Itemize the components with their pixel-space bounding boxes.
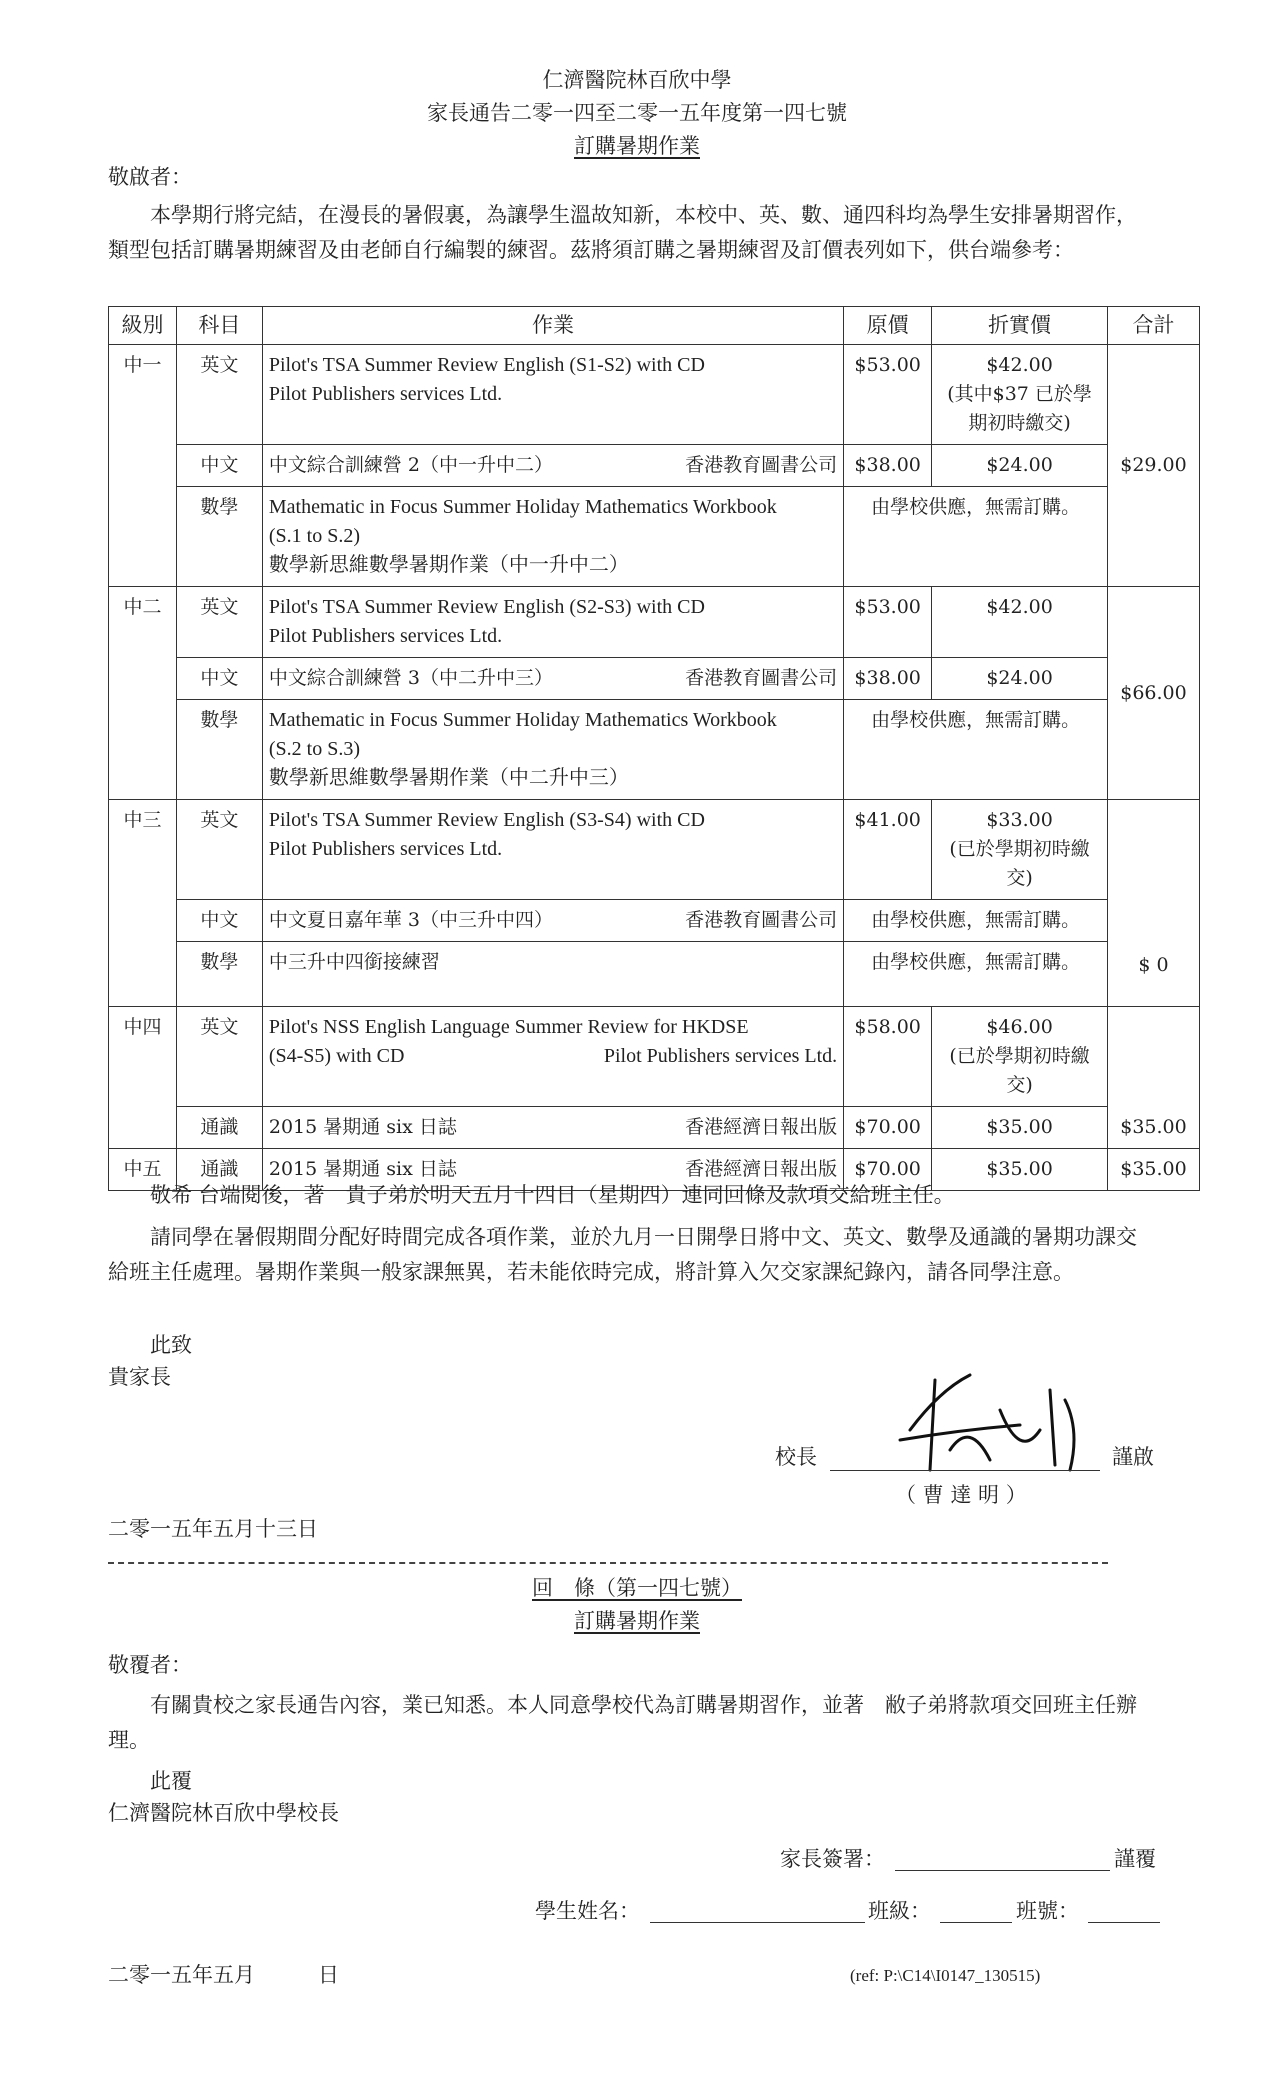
- order-table: [108, 306, 1200, 1191]
- grade-cell: 中二: [109, 587, 177, 800]
- closing-line-1: 此致: [150, 1333, 192, 1357]
- discount-price-cell: $24.00: [932, 658, 1108, 700]
- discount-price-cell: [932, 345, 1108, 445]
- grade-cell: 中五: [109, 1149, 177, 1191]
- notice-number: 家長通告二零一四至二零一五年度第一四七號: [427, 101, 847, 125]
- reply-slip-title: 回 條（第一四七號）: [532, 1576, 742, 1600]
- total-cell: $66.00: [1107, 587, 1199, 800]
- parent-sign-suffix: 謹覆: [1114, 1847, 1156, 1871]
- notice-title: 訂購暑期作業: [574, 134, 700, 158]
- subject-cell: 通識: [176, 1107, 262, 1149]
- class-field[interactable]: [940, 1922, 1012, 1923]
- class-no-label: 班號：: [1016, 1899, 1079, 1923]
- reply-body: 有關貴校之家長通告內容，業已知悉。本人同意學校代為訂購暑期習作，並著 敝子弟將款項交回班主任辦理。: [108, 1693, 1137, 1752]
- item-publisher: 香港經濟日報出版: [685, 1158, 838, 1180]
- item-title: Pilot's TSA Summer Review English (S3-S4) with CD: [268, 809, 705, 831]
- parent-sign-label: 家長簽署：: [780, 1847, 885, 1871]
- header-discount-price: 折實價: [932, 307, 1108, 345]
- table-row: [109, 900, 1200, 942]
- principal-signature-line: [830, 1470, 1100, 1471]
- item-publisher: Pilot Publishers services Ltd.: [268, 838, 503, 860]
- item-title-line-2: [269, 1042, 837, 1071]
- original-price-cell: $70.00: [844, 1149, 932, 1191]
- reply-closing-1: 此覆: [150, 1769, 192, 1793]
- subject-cell: 中文: [176, 900, 262, 942]
- original-price-cell: $41.00: [844, 800, 932, 900]
- principal-label: 校長: [775, 1445, 817, 1469]
- discount-price-cell: [932, 800, 1108, 900]
- item-cell: [262, 445, 843, 487]
- reference-code: (ref: P:\C14\I0147_130515): [850, 1966, 1041, 1985]
- reply-slip-subtitle: 訂購暑期作業: [574, 1609, 700, 1633]
- item-title: 中文綜合訓練營 2（中一升中二）: [268, 454, 553, 476]
- intro-paragraph: 本學期行將完結，在漫長的暑假裏，為讓學生溫故知新，本校中、英、數、通四科均為學生安排暑期習作，類型包括訂購暑期練習及由老師自行編製的練習。茲將須訂購之暑期練習及訂價表列如下，供台端參考：: [108, 203, 1137, 262]
- supply-note-cell: 由學校供應，無需訂購。: [844, 900, 1108, 942]
- tear-line: [108, 1562, 1108, 1564]
- item-publisher: Pilot Publishers services Ltd.: [603, 1045, 838, 1067]
- header-grade: 級別: [109, 307, 177, 345]
- item-cell: [262, 1107, 843, 1149]
- principal-signature-image: [880, 1370, 1120, 1480]
- item-publisher: 香港經濟日報出版: [685, 1116, 838, 1138]
- principal-name: （ 曹 達 明 ）: [895, 1483, 1027, 1507]
- table-row: [109, 1107, 1200, 1149]
- class-label: 班級：: [868, 1899, 931, 1923]
- subject-cell: 中文: [176, 445, 262, 487]
- reply-closing-2: 仁濟醫院林百欣中學校長: [108, 1801, 339, 1825]
- total-cell: $29.00: [1107, 345, 1199, 587]
- return-instruction: 敬希 台端閱後，著 貴子弟於明天五月十四日（星期四）連同回條及款項交給班主任。: [150, 1183, 955, 1207]
- table-row: [109, 487, 1200, 587]
- notice-header: [0, 64, 1274, 163]
- discount-price: $46.00: [986, 1016, 1053, 1038]
- subject-cell: 通識: [176, 1149, 262, 1191]
- total-cell: $35.00: [1107, 1149, 1199, 1191]
- table-row: [109, 800, 1200, 900]
- item-cell: [262, 587, 843, 658]
- item-title: 中文夏日嘉年華 3（中三升中四）: [268, 909, 553, 931]
- item-title-chinese: 數學新思維數學暑期作業（中一升中二）: [268, 554, 629, 576]
- item-range: (S4-S5) with CD: [268, 1045, 405, 1067]
- supply-note-cell: 由學校供應，無需訂購。: [844, 942, 1108, 1007]
- class-no-field[interactable]: [1088, 1922, 1160, 1923]
- item-title: Pilot's TSA Summer Review English (S1-S2) with CD: [268, 354, 705, 376]
- table-row: [109, 1007, 1200, 1107]
- student-name-field[interactable]: [650, 1922, 865, 1923]
- item-publisher: Pilot Publishers services Ltd.: [268, 383, 503, 405]
- original-price-cell: $70.00: [844, 1107, 932, 1149]
- item-title: Mathematic in Focus Summer Holiday Mathematics Workbook: [268, 709, 777, 731]
- subject-cell: 英文: [176, 1007, 262, 1107]
- reply-date: 二零一五年五月 日: [108, 1963, 339, 1987]
- discount-price: $42.00: [986, 354, 1053, 376]
- item-publisher: 香港教育圖書公司: [685, 667, 838, 689]
- item-cell: [262, 900, 843, 942]
- item-range: (S.1 to S.2): [268, 525, 360, 547]
- discount-note: (已於學期初時繳交): [949, 1045, 1090, 1096]
- item-title-chinese: 數學新思維數學暑期作業（中二升中三）: [268, 767, 629, 789]
- discount-price-cell: $35.00: [932, 1149, 1108, 1191]
- item-cell: [262, 658, 843, 700]
- student-name-label: 學生姓名：: [535, 1899, 640, 1923]
- discount-price-cell: [932, 1007, 1108, 1107]
- discount-price-cell: $35.00: [932, 1107, 1108, 1149]
- subject-cell: 英文: [176, 345, 262, 445]
- table-row: [109, 445, 1200, 487]
- discount-price-cell: $24.00: [932, 445, 1108, 487]
- notice-date: 二零一五年五月十三日: [108, 1517, 318, 1541]
- total-cell: $35.00: [1107, 1007, 1199, 1149]
- table-row: [109, 345, 1200, 445]
- header-item: 作業: [262, 307, 843, 345]
- supply-note-cell: 由學校供應，無需訂購。: [844, 700, 1108, 800]
- subject-cell: 英文: [176, 587, 262, 658]
- table-row: [109, 587, 1200, 658]
- discount-note: (已於學期初時繳交): [949, 838, 1090, 889]
- supply-note-cell: 由學校供應，無需訂購。: [844, 487, 1108, 587]
- item-title: Mathematic in Focus Summer Holiday Mathematics Workbook: [268, 496, 777, 518]
- grade-cell: 中四: [109, 1007, 177, 1149]
- subject-cell: 數學: [176, 487, 262, 587]
- reply-slip-header: [0, 1572, 1274, 1638]
- original-price-cell: $58.00: [844, 1007, 932, 1107]
- header-original-price: 原價: [844, 307, 932, 345]
- original-price-cell: $53.00: [844, 587, 932, 658]
- total-cell: $ 0: [1107, 800, 1199, 1007]
- discount-price: $33.00: [986, 809, 1053, 831]
- principal-suffix: 謹啟: [1112, 1445, 1154, 1469]
- header-subject: 科目: [176, 307, 262, 345]
- item-title: 2015 暑期通 six 日誌: [268, 1116, 457, 1138]
- table-row: [109, 658, 1200, 700]
- subject-cell: 英文: [176, 800, 262, 900]
- subject-cell: 中文: [176, 658, 262, 700]
- item-title: 2015 暑期通 six 日誌: [268, 1158, 457, 1180]
- item-cell: [262, 1007, 843, 1107]
- item-cell: [262, 345, 843, 445]
- item-range: (S.2 to S.3): [268, 738, 360, 760]
- table-header-row: [109, 307, 1200, 345]
- item-cell: [262, 800, 843, 900]
- item-title: 中文綜合訓練營 3（中二升中三）: [268, 667, 553, 689]
- school-name: 仁濟醫院林百欣中學: [542, 68, 732, 92]
- parent-sign-field[interactable]: [895, 1870, 1110, 1871]
- header-total: 合計: [1107, 307, 1199, 345]
- item-publisher: 香港教育圖書公司: [685, 454, 838, 476]
- item-cell: 中三升中四銜接練習: [262, 942, 843, 1007]
- subject-cell: 數學: [176, 942, 262, 1007]
- discount-note: (其中$37 已於學期初時繳交): [947, 383, 1092, 434]
- original-price-cell: $53.00: [844, 345, 932, 445]
- homework-instruction: 請同學在暑假期間分配好時間完成各項作業，並於九月一日開學日將中文、英文、數學及通識的暑期功課交給班主任處理。暑期作業與一般家課無異，若未能依時完成，將計算入欠交家課紀錄內，請各同學注意。: [108, 1225, 1137, 1284]
- original-price-cell: $38.00: [844, 658, 932, 700]
- discount-price-cell: $42.00: [932, 587, 1108, 658]
- grade-cell: 中一: [109, 345, 177, 587]
- item-cell: [262, 700, 843, 800]
- closing-line-2: 貴家長: [108, 1365, 171, 1389]
- subject-cell: 數學: [176, 700, 262, 800]
- item-title: Pilot's NSS English Language Summer Review for HKDSE: [268, 1016, 749, 1038]
- table-row: [109, 700, 1200, 800]
- item-publisher: Pilot Publishers services Ltd.: [268, 625, 503, 647]
- table-row: [109, 942, 1200, 1007]
- item-cell: [262, 487, 843, 587]
- item-publisher: 香港教育圖書公司: [685, 909, 838, 931]
- item-title: Pilot's TSA Summer Review English (S2-S3) with CD: [268, 596, 705, 618]
- grade-cell: 中三: [109, 800, 177, 1007]
- original-price-cell: $38.00: [844, 445, 932, 487]
- reply-salutation: 敬覆者：: [108, 1653, 192, 1677]
- salutation: 敬啟者：: [108, 165, 192, 189]
